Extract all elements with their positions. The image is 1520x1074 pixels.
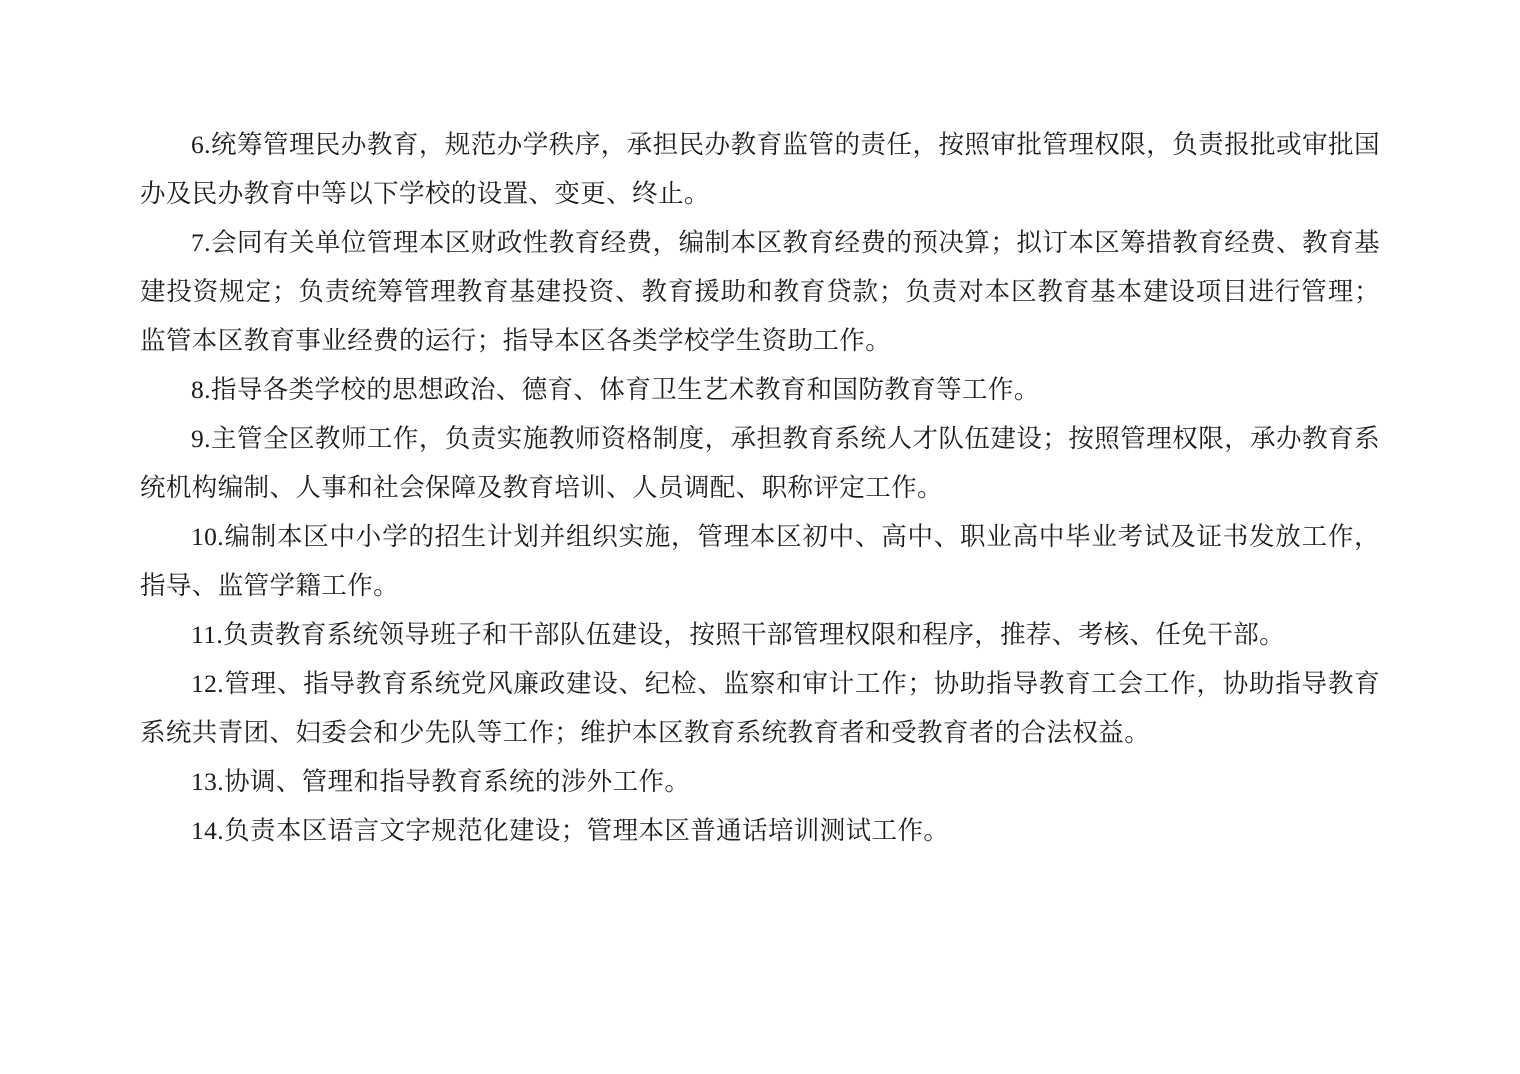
paragraph-9: 9.主管全区教师工作，负责实施教师资格制度，承担教育系统人才队伍建设；按照管理权限，承办教育系统机构编制、人事和社会保障及教育培训、人员调配、职称评定工作。: [140, 424, 1380, 502]
paragraph-8: 8.指导各类学校的思想政治、德育、体育卫生艺术教育和国防教育等工作。: [191, 375, 1040, 404]
paragraph-11: 11.负责教育系统领导班子和干部队伍建设，按照干部管理权限和程序，推荐、考核、任免干部。: [191, 620, 1286, 649]
document-body: [140, 120, 1380, 855]
paragraph-14: 14.负责本区语言文字规范化建设；管理本区普通话培训测试工作。: [191, 816, 950, 845]
paragraph-7: 7.会同有关单位管理本区财政性教育经费，编制本区教育经费的预决算；拟订本区筹措教育经费、教育基建投资规定；负责统筹管理教育基建投资、教育援助和教育贷款；负责对本区教育基本建设项目进行管理；监管本区教育事业经费的运行；指导本区各类学校学生资助工作。: [140, 228, 1380, 355]
paragraph-13: 13.协调、管理和指导教育系统的涉外工作。: [191, 767, 691, 796]
paragraph-10: 10.编制本区中小学的招生计划并组织实施，管理本区初中、高中、职业高中毕业考试及证书发放工作，指导、监管学籍工作。: [140, 522, 1380, 600]
paragraph-6: 6.统筹管理民办教育，规范办学秩序，承担民办教育监管的责任，按照审批管理权限，负责报批或审批国办及民办教育中等以下学校的设置、变更、终止。: [140, 130, 1380, 208]
paragraph-12: 12.管理、指导教育系统党风廉政建设、纪检、监察和审计工作；协助指导教育工会工作，协助指导教育系统共青团、妇委会和少先队等工作；维护本区教育系统教育者和受教育者的合法权益。: [140, 669, 1380, 747]
